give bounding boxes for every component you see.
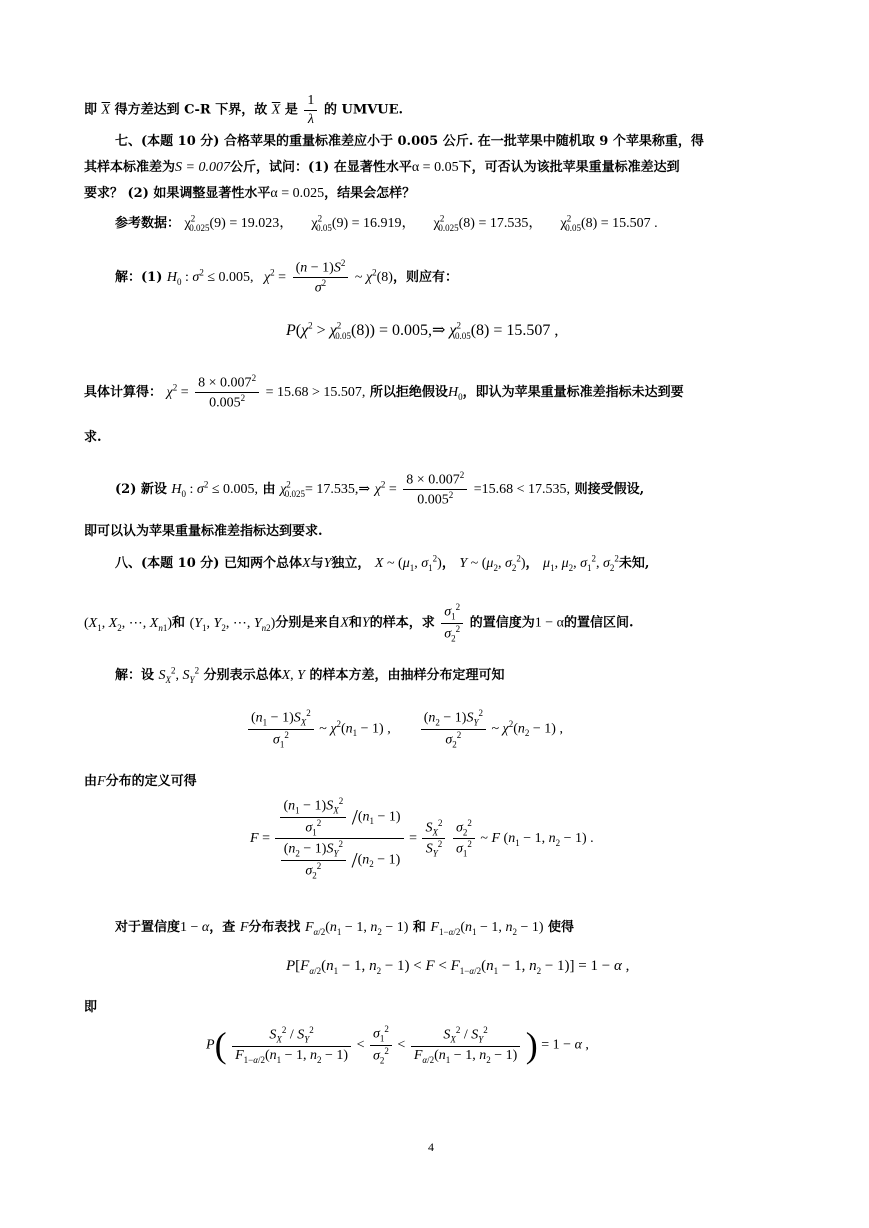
probability-eq: $P[F_{\alpha/2}(n_1 - 1$, $n_2 - 1) < F < F_{1-\alpha/2}(n_1 - 1$, $n_2 - 1)] = 1 - \alpha$ , <box>286 958 630 976</box>
q7-line3: 要求？ (2) 如果调整显著性水平α = 0.025，结果会怎样？ <box>84 186 416 201</box>
xbar-symbol: $\overline{X}$ <box>101 102 111 118</box>
q8-line1: 八、(本题 10 分) 已知两个总体X与Y独立， X ~ ($\mu_1$, $\sigma_1^2$)， Y ~ ($\mu_2$, $\sigma_2^2$)， $\mu_1$, $\mu_2$, $\sigma_1^2$, $\sigma_2^2$未知, <box>115 553 650 573</box>
text: 的 UMVUE. <box>323 102 404 118</box>
sol7-calc: 具体计算得： $\chi^2$ = $\frac{8 \times 0.007^2}{0.005^2}$ = 15.68 > 15.507, 所以拒绝假设$H_0$，即认为苹果重量标准差指标未达到要 <box>84 373 684 411</box>
page-number: 4 <box>428 1140 434 1154</box>
one-over-lambda: $\frac{1}{\lambda}$ <box>304 92 317 128</box>
confidence-interval-eq: P( $\frac{S_X^2 / S_Y^2}{F_{1-\alpha/2}(n_1 - 1, n_2 - 1)}$ < $\frac{\sigma_1^2}{\sigma_2^2}$ < $\frac{S_X^2 / S_Y^2}{F_{\alpha/2}(n_1 - 1, n_2 - 1)}$ ) = 1 − α , <box>206 1024 589 1066</box>
sol7-part2-end: 即可以认为苹果重量标准差指标达到要求. <box>84 524 323 539</box>
sol8-ie: 即 <box>84 1000 98 1015</box>
xbar-symbol: $\overline{X}$ <box>271 102 281 118</box>
sol8-quantiles: 对于置信度1 − α，查 F分布表找 $F_{\alpha/2}(n_1 - 1$, $n_2 - 1$) 和 $F_{1-\alpha/2}(n_1 - 1$, $n_2 - 1$) 使得 <box>115 920 575 937</box>
q7-line2: 其样本标准差为S = 0.007公斤，试问：(1) 在显著性水平α = 0.05下，可否认为该批苹果重量标准差达到 <box>84 160 680 175</box>
sol7-hypothesis: 解：(1) $H_0$ : $\sigma^2 \le 0.005$, $\chi^2$ = $\frac{(n - 1)S^2}{\sigma^2}$ ~ $\chi^2(8)$，则应有： <box>115 258 458 296</box>
sol7-part2: (2) 新设 $H_0$ : $\sigma^2 \le 0.005$, 由 $\chi^2_{0.025}=$ 17.535,⇒ $\chi^2$ = $\frac{8 \times 0.007^2}{0.005^2}$ =15.68 < 17.535, 则接受假设, <box>115 470 645 508</box>
text: 是 <box>284 102 298 118</box>
text: 即 <box>84 102 98 118</box>
chi-square-dists: $\frac{(n_1 - 1)S_X^2}{\sigma_1^2}$ ~ $\chi^2(n_1 - 1)$ , $\frac{(n_2 - 1)S_Y^2}{\sigma_2^2}$ ~ $\chi^2(n_2 - 1)$ , <box>246 708 563 750</box>
critical-value-eq: $P(\chi^2 > \chi^2_{0.05}(8))$ = 0.005,⇒ $\chi^2_{0.05}(8) = 15.507$ , <box>286 320 559 342</box>
sol8-f-def: 由F分布的定义可得 <box>84 774 197 789</box>
text: 得方差达到 C-R 下界，故 <box>114 102 268 118</box>
reference-data: 参考数据： $\chi^2_{0.025}(9) = 19.023$， $\chi^2_{0.05}(9) = 16.919$， $\chi^2_{0.025}(8) = 17.535$， $\chi^2_{0.05}(8) = 15.507$ . <box>115 213 658 233</box>
q7-line1: 七、(本题 10 分) 合格苹果的重量标准差应小于 0.005 公斤. 在一批苹果中随机取 9 个苹果称重，得 <box>115 134 704 149</box>
umvue-conclusion <box>84 92 403 128</box>
f-statistic: F = $\frac{(n_1 - 1)S_X^2}{\sigma_1^2}$ $/(n_1 - 1)$ $\frac{(n_2 - 1)S_Y^2}{\sigma_2^2}$ $/(n_2 - 1)$ = $\frac{S_X^2}{S_Y^2}$ $\frac{\sigma_2^2}{\sigma_1^2}$ ~ F ($n_1 - 1$, $n_2 - 1$) . <box>250 796 594 881</box>
q8-line2: ($X_1$, $X_2$, ⋯, $X_{n1}$)和 ($Y_1$, $Y_2$, ⋯, $Y_{n2}$)分别是来自X和Y的样本，求 $\frac{\sigma_1^2}{\sigma_2^2}$ 的置信度为1 − α的置信区间. <box>84 602 634 644</box>
sol7-calc-end: 求. <box>84 430 102 445</box>
sol8-intro: 解：设 $S_X^2$, $S_Y^2$ 分别表示总体X, Y 的样本方差，由抽样分布定理可知 <box>115 665 505 685</box>
